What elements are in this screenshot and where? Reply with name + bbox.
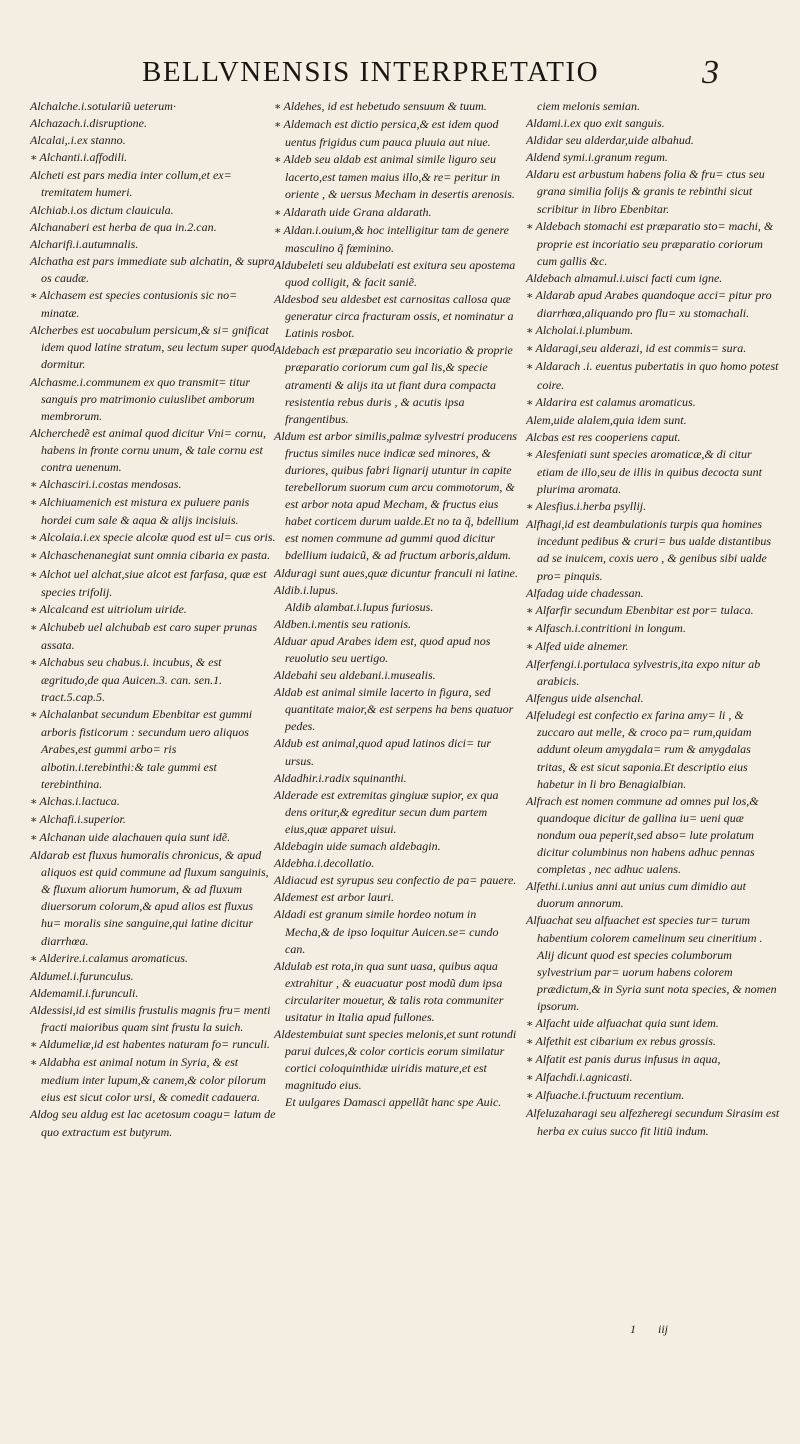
dictionary-entry <box>274 958 520 1026</box>
entry-text: Alfarfir secundum Ebenbitar est por= tulaca. <box>535 602 754 617</box>
dictionary-entry <box>30 202 276 219</box>
dictionary-entry <box>30 847 276 950</box>
asterisk-marker: ∗ <box>30 657 38 669</box>
dictionary-entry <box>274 98 520 116</box>
dictionary-entry <box>274 667 520 684</box>
entry-text: Aldebach almamul.i.uisci facti cum igne. <box>526 270 723 285</box>
asterisk-marker: ∗ <box>274 224 282 237</box>
entry-text: Alchiab.i.os dictum clauicula. <box>30 202 174 217</box>
asterisk-marker: ∗ <box>274 154 282 167</box>
dictionary-entry <box>526 166 780 217</box>
dictionary-entry <box>274 599 520 616</box>
entry-text: Alchaschenanegiat sunt omnia cibaria ex pasta. <box>39 548 271 563</box>
entry-text: Alfed uide alnemer. <box>535 638 629 653</box>
entry-text: Aldben.i.mentis seu rationis. <box>274 616 411 631</box>
asterisk-marker: ∗ <box>526 220 534 233</box>
asterisk-marker: ∗ <box>30 621 38 634</box>
dictionary-entry <box>274 582 520 599</box>
asterisk-marker: ∗ <box>526 501 534 514</box>
dictionary-entry <box>30 950 276 968</box>
entry-text: Aldulab est rota,in qua sunt uasa, quibus aqua extrahitur , & euacuatur post modũ dum ipsa circulariter mouetur, & talis rota communiter usitatur in Italia apud fullones. <box>274 958 504 1024</box>
dictionary-entry <box>526 1105 780 1139</box>
entry-text: Alderire.i.calamus aromaticus. <box>39 950 188 965</box>
entry-text: Alchanti.i.affodili. <box>39 150 128 165</box>
dictionary-entry <box>526 707 780 792</box>
dictionary-entry <box>30 1054 276 1106</box>
dictionary-entry <box>526 218 780 270</box>
entry-text: Aldog seu aldug est lac acetosum coagu= latum de quo extractum est butyrum. <box>30 1107 276 1139</box>
dictionary-entry <box>30 98 276 115</box>
entry-text: Alchabus seu chabus.i. incubus, & est ægritudo,de qua Auicen.3. can. sen.1. tract.5.cap.5. <box>39 655 223 705</box>
asterisk-marker: ∗ <box>30 550 38 563</box>
dictionary-entry <box>526 638 780 656</box>
dictionary-entry <box>274 735 520 769</box>
asterisk-marker: ∗ <box>30 1039 38 1052</box>
entry-text: Alfethi.i.unius anni aut unius cum dimidio aut duorum annorum. <box>526 879 746 911</box>
asterisk-marker: ∗ <box>30 1057 38 1070</box>
asterisk-marker: ∗ <box>526 361 534 374</box>
dictionary-entry <box>526 498 780 516</box>
entry-text: Aldesbod seu aldesbet est carnositas callosa quæ generatur circa fracturam ossis, et nominatur a Latinis rosbot. <box>274 292 514 341</box>
entry-text: Aldemamil.i.furunculi. <box>30 985 139 1000</box>
entry-text: Alchubeb uel alchubab est caro super prunas assata. <box>39 619 258 652</box>
entry-text: Aldarab est fluxus humoralis chronicus, & apud aliquos est quid commune ad fluxum sanguinis, & fluxum aliorum humorum, & ad fluxum diuersorum colorum,& apud alios est fluxus hu= moralis sine sanguine,qui latine dicitur diarrhœa. <box>30 848 269 948</box>
entry-text: Alfhagi,id est deambulationis turpis qua homines incedunt pedibus & cruri= bus ualde distantibus ad se inuicem, coxis uero , & genibus sibi ualde pro= pinquis. <box>526 517 772 583</box>
entry-text: Aldemest est arbor lauri. <box>274 890 394 905</box>
entry-text: Aldib.i.lupus. <box>274 582 339 597</box>
entry-text: Aldebahi seu aldebani.i.musealis. <box>274 668 436 683</box>
asterisk-marker: ∗ <box>526 1036 534 1049</box>
asterisk-marker: ∗ <box>526 1017 534 1030</box>
asterisk-marker: ∗ <box>30 152 38 165</box>
entry-text: Alderade est extremitas gingiuæ supior, ex qua dens oritur,& egreditur secun dum partem eius,quæ apparet uisui. <box>274 787 499 836</box>
entry-text: Alchot uel alchat,siue alcot est farfasa, quæ est species trifolij. <box>39 566 267 599</box>
entry-text: Alem,uide alalem,quia idem sunt. <box>526 412 687 427</box>
entry-text: Aldaragi,seu alderazi, id est commis= sura. <box>535 341 747 356</box>
entry-text: Alcherchedẽ est animal quod dicitur Vni= cornu, habens in fronte cornu unum, & tale cornu est contra uenenum. <box>30 425 266 474</box>
asterisk-marker: ∗ <box>274 101 282 113</box>
dictionary-entry <box>526 322 780 340</box>
entry-text: Alfeluzaharagi seu alfezheregi secundum Sirasim est herba ex cuius succo fit litiũ indum. <box>526 1106 780 1138</box>
entry-text: Alfatit est panis durus infusus in aqua, <box>535 1052 721 1067</box>
dictionary-entry <box>274 684 520 735</box>
entry-text: Aldub est animal,quod apud latinos dici= tur ursus. <box>274 736 492 768</box>
dictionary-entry <box>274 889 520 906</box>
signature-mark <box>630 1322 690 1337</box>
dictionary-entry <box>274 222 520 257</box>
entry-text: Alcherbes est uocabulum persicum,& si= gnificat idem quod latine stratum, seu lectum super quod dormitur. <box>30 323 275 372</box>
entry-text: Alchanaberi est herba de qua in.2.can. <box>30 219 217 234</box>
dictionary-entry <box>30 619 276 654</box>
entry-text: Aldestembuiat sunt species melonis,et sunt rotundi parui dulces,& color corticis eorum similatur cortici coloquinthidæ uiridis mature,et est magnitudo eius. <box>274 1027 517 1093</box>
asterisk-marker: ∗ <box>526 1054 534 1067</box>
entry-text: Aldab est animal simile lacerto in figura, sed quantitate maior,& est serpens ha bens quatuor pedes. <box>274 685 514 734</box>
entry-text: Aldum est arbor similis,palmæ sylvestri producens fructus similes nuce indicæ sed minores, & duriores, quibus fabri lignarij utuntur in capite terebellorum suorum cum arcu commotorum, & est arbor nota apud Mecham, & fructus eius habet corticem durum ualde.Et no ta q̃, bdellium est nomen commune ad gummi quod dicitur bdellium iudaicũ, & ad fructum arboris,aldum. <box>274 428 519 563</box>
folio-number: 3 <box>702 54 719 91</box>
asterisk-marker: ∗ <box>30 709 38 722</box>
entry-text: Alchasciri.i.costas mendosas. <box>39 477 182 492</box>
asterisk-marker: ∗ <box>30 952 38 965</box>
asterisk-marker: ∗ <box>526 325 534 338</box>
entry-text: Alchatha est pars immediate sub alchatin, & supra os caudæ. <box>30 253 275 285</box>
asterisk-marker: ∗ <box>274 206 282 219</box>
asterisk-marker: ∗ <box>30 479 38 492</box>
dictionary-entry <box>526 358 780 393</box>
entry-text: Alchalche.i.sotulariũ ueterum· <box>30 99 176 113</box>
asterisk-marker: ∗ <box>30 290 38 303</box>
page-header <box>0 56 800 96</box>
asterisk-marker: ∗ <box>526 1090 534 1103</box>
dictionary-entry <box>30 829 276 847</box>
dictionary-entry <box>274 565 520 582</box>
entry-text: Alfacht uide alfuachat quia sunt idem. <box>535 1015 719 1030</box>
entry-text: Aldessisi,id est similis frustulis magnis fru= menti fracti maioribus quam sint frustu la suich. <box>30 1002 271 1034</box>
entry-text: Alduragi sunt aues,quæ dicuntur franculi ni latine. <box>274 565 518 580</box>
entry-text: Alesfius.i.herba psyllij. <box>535 499 647 514</box>
entry-text: Aldebach est præparatio seu incoriatio & proprie præparatio coriorum cum gal lis,& specie atramenti & alijs ita ut fiant dura compacta resistentia rebus duris , & acutis ipsa frangentibus. <box>274 343 513 426</box>
entry-text: Aldadhir.i.radix squinanthi. <box>274 770 407 785</box>
dictionary-entry <box>274 855 520 872</box>
entry-text: Aldebagin uide sumach aldebagin. <box>274 839 441 854</box>
entry-text: Alcalai,.i.ex stanno. <box>30 133 126 148</box>
dictionary-entry <box>30 132 276 149</box>
entry-text: Aldehes, id est hebetudo sensuum & tuum. <box>283 99 487 113</box>
entry-text: Alfadag uide chadessan. <box>526 585 644 600</box>
dictionary-entry <box>274 428 520 565</box>
dictionary-entry <box>274 204 520 222</box>
dictionary-entry <box>30 236 276 253</box>
entry-text: Alfuache.i.fructuum recentium. <box>535 1088 685 1103</box>
entry-text: Aldemach est dictio persica,& est idem quod uentus frigidus cum pauca pluuia aut niue. <box>283 117 499 150</box>
dictionary-entry <box>274 787 520 838</box>
dictionary-entry <box>274 633 520 667</box>
entry-text: Aldarab apud Arabes quandoque acci= pitur pro diarrhœa,aliquando pro flu= xu stomachali. <box>535 288 772 321</box>
dictionary-entry <box>30 167 276 201</box>
entry-text: Aldumel.i.furunculus. <box>30 968 134 983</box>
signature-left: 1 <box>630 1322 636 1336</box>
entry-text: Aldarach .i. euentus pubertatis in quo homo potest coire. <box>535 359 779 392</box>
dictionary-entry <box>30 287 276 322</box>
entry-text: Aldiacud est syrupus seu confectio de pa= pauere. <box>274 873 517 888</box>
dictionary-entry <box>30 793 276 811</box>
entry-text: Alesfeniati sunt species aromaticæ,& di citur etiam de illo,seu de illis in quibus decocta sunt plurima aromata. <box>535 446 762 497</box>
dictionary-entry <box>30 654 276 706</box>
entry-text: Aldarira est calamus aromaticus. <box>535 394 696 409</box>
asterisk-marker: ∗ <box>526 604 534 617</box>
dictionary-entry <box>274 116 520 151</box>
asterisk-marker: ∗ <box>30 603 38 616</box>
dictionary-entry <box>274 291 520 342</box>
dictionary-entry <box>526 1087 780 1105</box>
dictionary-entry <box>274 616 520 633</box>
asterisk-marker: ∗ <box>526 290 534 303</box>
asterisk-marker: ∗ <box>274 119 282 132</box>
entry-text: Aldib alambat.i.lupus furiosus. <box>285 599 434 614</box>
entry-text: Alfasch.i.contritioni in longum. <box>535 620 686 635</box>
dictionary-entry <box>30 985 276 1002</box>
dictionary-entry <box>526 149 780 166</box>
dictionary-entry <box>30 219 276 236</box>
entry-text: Alfrach est nomen commune ad omnes pul los,& quandoque dicitur de gallina iu= ueni quæ nondum oua peperit,sed abso= lute prolatum dicitur columbinus non habens adhuc pennas completas , nec adhuc ualens. <box>526 793 759 877</box>
dictionary-entry <box>526 585 780 602</box>
dictionary-entry <box>526 429 780 446</box>
entry-text: Alcalcand est uitriolum uiride. <box>39 601 187 616</box>
dictionary-entry <box>526 394 780 412</box>
dictionary-entry <box>526 1015 780 1033</box>
asterisk-marker: ∗ <box>30 568 38 581</box>
dictionary-entry <box>526 115 780 132</box>
asterisk-marker: ∗ <box>30 831 38 844</box>
entry-text: Aldidar seu alderdar,uide albahud. <box>526 133 694 148</box>
dictionary-entry <box>274 151 520 203</box>
entry-text: Alchanan uide alachauen quia sunt idẽ. <box>39 829 231 844</box>
dictionary-entry <box>526 516 780 584</box>
dictionary-entry <box>526 287 780 322</box>
dictionary-entry <box>274 1026 520 1094</box>
entry-text: Aldami.i.ex quo exit sanguis. <box>526 116 665 131</box>
dictionary-entry <box>30 706 276 792</box>
entry-text: Aldabha est animal notum in Syria, & est medium inter lupum,& canem,& color pilorum eius est sicut color ursi, & comedit cadauera. <box>39 1055 266 1105</box>
dictionary-entry <box>526 270 780 287</box>
entry-text: Alcbas est res cooperiens caput. <box>526 429 681 444</box>
text-column-2 <box>274 98 520 1112</box>
entry-text: Alfachdi.i.agnicasti. <box>535 1070 633 1085</box>
dictionary-entry <box>30 1036 276 1054</box>
entry-text: Aldumeliæ,id est habentes naturam fo= runculi. <box>39 1037 270 1052</box>
dictionary-entry <box>274 872 520 889</box>
dictionary-entry <box>526 1033 780 1051</box>
dictionary-entry <box>526 340 780 358</box>
dictionary-entry <box>526 878 780 912</box>
dictionary-entry <box>526 602 780 620</box>
entry-text: Alcholai.i.plumbum. <box>535 323 634 338</box>
entry-text: Alduar apud Arabes idem est, quod apud nos reuolutio seu uertigo. <box>274 633 491 665</box>
entry-text: Aldan.i.ouium,& hoc intelligitur tam de genere masculino q̃ fœminino. <box>283 222 510 255</box>
dictionary-entry <box>30 374 276 425</box>
dictionary-entry <box>274 342 520 427</box>
asterisk-marker: ∗ <box>30 813 38 826</box>
dictionary-entry <box>274 770 520 787</box>
dictionary-entry <box>30 566 276 601</box>
entry-text: Et uulgares Damasci appellãt hanc spe Auic. <box>285 1095 502 1110</box>
entry-text: Alfuachat seu alfuachet est species tur= turum habentium colorem camelinum seu cineritium . Alij dicunt quod est species columborum sylvestrium par= uorum habens colorem prædictum,& in Syria sunt nota species, & nomen ipsorum. <box>526 913 777 1013</box>
dictionary-entry <box>30 149 276 167</box>
dictionary-entry <box>274 257 520 291</box>
dictionary-entry <box>30 115 276 132</box>
entry-text: Alchas.i.lactuca. <box>39 793 120 808</box>
entry-text: Alfethit est cibarium ex rebus grossis. <box>535 1034 716 1049</box>
dictionary-entry <box>526 1069 780 1087</box>
entry-text: Aldadi est granum simile hordeo notum in Mecha,& de ipso loquitur Auicen.se= cundo can. <box>274 907 499 956</box>
dictionary-entry <box>30 322 276 373</box>
entry-text: Alcheti est pars media inter collum,et ex= tremitatem humeri. <box>30 168 232 200</box>
entry-text: Aldebach stomachi est præparatio sto= machi, & proprie est incoriatio seu præparatio coriorum cum gallis &c. <box>535 218 774 268</box>
asterisk-marker: ∗ <box>526 1072 534 1085</box>
dictionary-entry <box>30 494 276 529</box>
entry-text: Alchazach.i.disruptione. <box>30 116 147 131</box>
entry-text: Alchasem est species contusionis sic no= minatæ. <box>39 288 238 321</box>
dictionary-entry <box>30 476 276 494</box>
dictionary-entry <box>30 253 276 287</box>
signature-right: iij <box>658 1322 669 1336</box>
asterisk-marker: ∗ <box>526 396 534 409</box>
dictionary-entry <box>526 620 780 638</box>
dictionary-entry <box>526 98 780 115</box>
dictionary-entry <box>526 656 780 690</box>
entry-text: Aldaru est arbustum habens folia & fru= ctus seu grana similia folijs & granis te rebinthi sicut scribitur in libro Ebenbitar. <box>526 167 765 216</box>
asterisk-marker: ∗ <box>30 795 38 808</box>
dictionary-entry <box>526 412 780 429</box>
dictionary-entry <box>30 425 276 476</box>
dictionary-entry <box>274 906 520 957</box>
entry-text: Alchalanbat secundum Ebenbitar est gummi arboris fisticorum : secundum uero aliquos Arabes,est gummi arbo= ris albotin.i.terebinthi:& tale gummi est terebinthina. <box>39 707 253 791</box>
dictionary-entry <box>30 601 276 619</box>
entry-text: Aldend symi.i.granum regum. <box>526 150 668 165</box>
entry-text: Alcolaia.i.ex specie alcolæ quod est ul= cus oris. <box>39 530 276 545</box>
dictionary-entry <box>526 1051 780 1069</box>
dictionary-entry <box>30 968 276 985</box>
dictionary-entry <box>526 912 780 1015</box>
asterisk-marker: ∗ <box>526 448 534 461</box>
asterisk-marker: ∗ <box>526 622 534 635</box>
entry-text: Alferfengi.i.portulaca sylvestris,ita expo nitur ab arabicis. <box>526 657 761 689</box>
dictionary-entry <box>30 529 276 547</box>
entry-text: Alchasme.i.communem ex quo transmit= titur sanguis pro matrimonio cuiuslibet amborum membrorum. <box>30 374 255 423</box>
entry-text: Alfeludegi est confectio ex farina amy= li , & zuccaro aut melle, & croco pa= rum,quidam addunt oleum amygdala= rum & amygdalas tritas, & est sicut saponia.Et descriptio eius habetur in li bro Benagialbian. <box>526 708 752 791</box>
asterisk-marker: ∗ <box>526 343 534 356</box>
entry-text: Aldubeleti seu aldubelati est exitura seu apostema quod colligit, & facit saniẽ. <box>274 257 516 289</box>
entry-text: Alchiuamenich est mistura ex puluere panis hordei cum sale & aqua & alijs incisiuis. <box>39 495 250 528</box>
entry-text: Aldeb seu aldab est animal simile liguro seu lacerto,est tamen maius illo,& re= peritur in oriente , & uersus Mecham in desertis arenosis. <box>283 152 515 202</box>
dictionary-entry <box>526 446 780 498</box>
dictionary-entry <box>526 132 780 149</box>
entry-text: ciem melonis semian. <box>537 99 640 113</box>
entry-text: Aldebha.i.decollatio. <box>274 856 375 871</box>
entry-text: Alcharifi.i.autumnalis. <box>30 236 139 251</box>
running-title: BELLVNENSIS INTERPRETATIO <box>142 56 600 88</box>
asterisk-marker: ∗ <box>30 532 38 545</box>
entry-text: Alfengus uide alsenchal. <box>526 691 644 706</box>
dictionary-entry <box>274 838 520 855</box>
asterisk-marker: ∗ <box>30 497 38 510</box>
dictionary-entry <box>274 1094 520 1111</box>
dictionary-entry <box>30 811 276 829</box>
asterisk-marker: ∗ <box>526 640 534 653</box>
dictionary-entry <box>30 547 276 565</box>
text-column-3 <box>526 98 780 1140</box>
entry-text: Aldarath uide Grana aldarath. <box>283 204 432 219</box>
dictionary-entry <box>30 1106 276 1140</box>
entry-text: Alchafi.i.superior. <box>39 811 126 826</box>
dictionary-entry <box>30 1002 276 1036</box>
dictionary-entry <box>526 690 780 707</box>
text-column-1 <box>30 98 276 1141</box>
dictionary-entry <box>526 793 780 878</box>
